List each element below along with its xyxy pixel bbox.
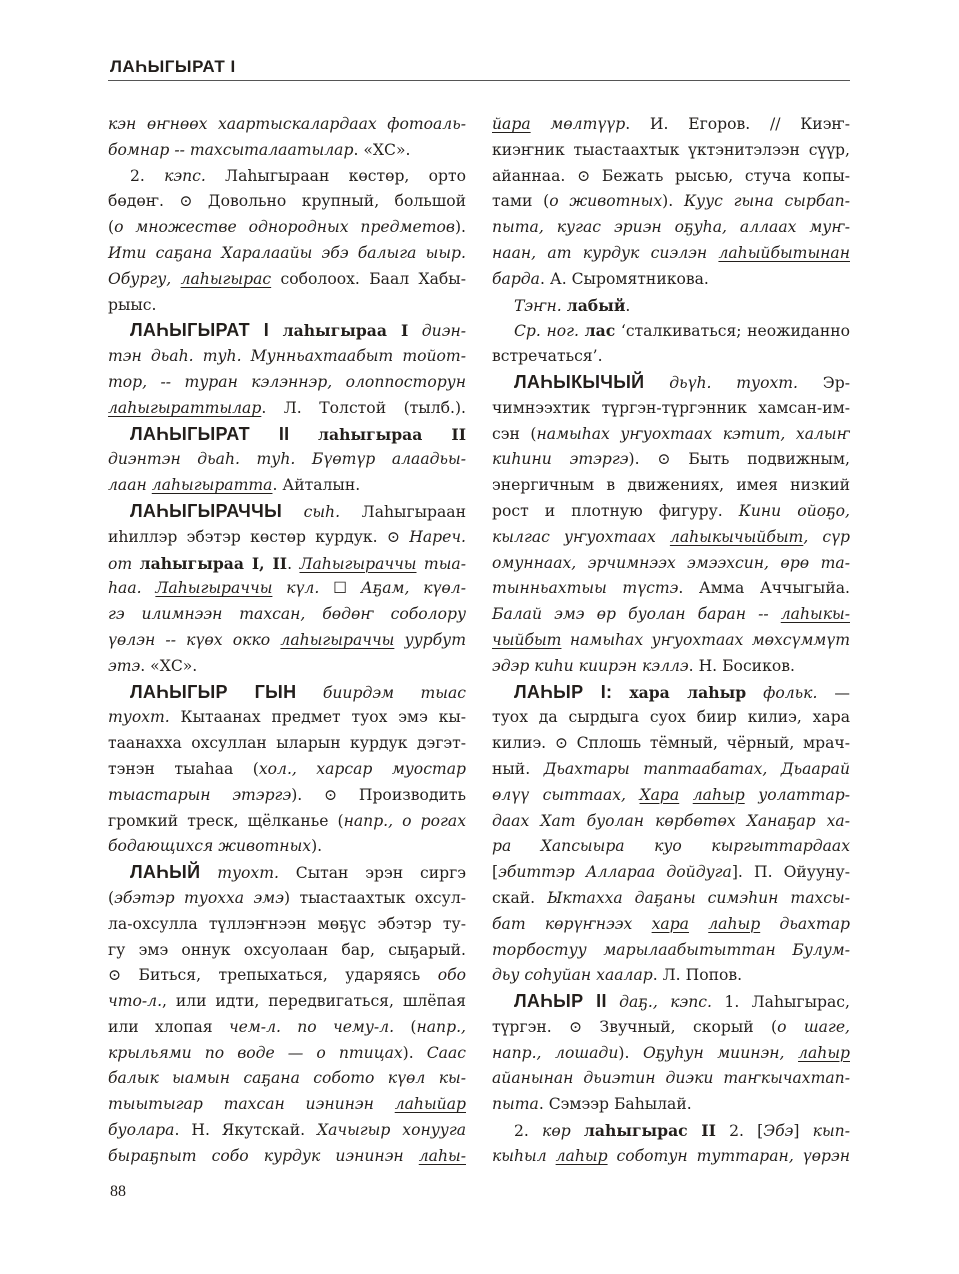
text-line <box>108 215 466 241</box>
italic-run: биирдэм тыас <box>322 683 467 702</box>
text-run <box>612 684 629 702</box>
text-run: киэҥник тыастаахтык үктэнитэлээн сүүр, <box>492 140 850 159</box>
text-line <box>108 602 466 628</box>
text-run: ). <box>662 192 684 211</box>
text-run: ( <box>108 218 115 237</box>
italic-run: даҕ., кэпс. <box>619 993 712 1012</box>
text-run: . «ХС». <box>140 656 198 675</box>
headword: ЛАҺЫР I: <box>514 681 613 702</box>
text-line <box>492 938 850 964</box>
italic-run: пыта <box>492 1095 539 1114</box>
text-run <box>289 426 318 444</box>
text-run: , или идти, передвигаться, шлёпая <box>162 992 466 1011</box>
italic-run: намыһах уҥуохтаах мөхсүммүт <box>561 630 850 649</box>
text-run: . <box>287 554 300 573</box>
text-run: встречаться’. <box>492 347 603 366</box>
bold-run: хара лаһыр <box>629 682 747 702</box>
italic-run: үөлэн -- күөх окко <box>108 630 281 649</box>
text-line <box>492 293 850 319</box>
text-run <box>746 684 763 702</box>
text-line <box>108 1015 466 1041</box>
italic-run: балык ыамын саҕана собото күөл кы- <box>108 1069 466 1088</box>
text-run: . Н. Якутскай. <box>174 1121 317 1140</box>
text-run: Лаһыгыраан көстөр, орто <box>205 166 466 185</box>
text-line <box>492 576 850 602</box>
text-line <box>492 602 850 628</box>
text-run: скай. <box>492 888 548 907</box>
text-run <box>200 864 217 882</box>
example-keyword: лаһыгыратта <box>151 476 273 495</box>
text-line <box>108 1092 466 1118</box>
italic-run: крыльями по воде — о птицах <box>108 1043 403 1062</box>
italic-run: Ыктахха даҕаны симэһин тахсы- <box>547 888 850 907</box>
text-run: громкий треск, щёлканье ( <box>108 811 344 830</box>
text-line <box>492 1015 850 1041</box>
text-line <box>108 628 466 654</box>
italic-run: обо <box>437 966 466 985</box>
italic-run: , сүр <box>803 527 851 546</box>
text-line <box>108 473 466 499</box>
text-run: энергичным в движениях, имея низкий <box>492 476 850 495</box>
text-line <box>492 886 850 912</box>
text-line <box>492 164 850 190</box>
text-line <box>492 989 850 1015</box>
definition-marker-icon: ⊙ <box>554 734 568 753</box>
text-run: Быть подвижным, <box>670 450 851 469</box>
text-line <box>492 654 850 680</box>
text-run: ]. П. Ойууну- <box>731 863 850 882</box>
example-keyword: Хара <box>639 785 680 804</box>
text-line <box>492 860 850 886</box>
text-run: Лаһыгыраан <box>340 502 466 521</box>
italic-run: тор, -- туран кэлэннэр, олоппосторун <box>108 372 466 391</box>
text-run: ( <box>394 1017 417 1036</box>
italic-run: Саас <box>426 1043 467 1062</box>
headword: ЛАҺЫГЫРАЧЧЫ <box>130 500 282 521</box>
text-run: чимнээхтик түргэн-түргэнник хамсан-им- <box>492 398 850 417</box>
text-run: гу эмэ оннук охсуолаан бар, сыҕарый. <box>108 940 466 959</box>
italic-run: напр., о рогах <box>343 811 466 830</box>
text-line <box>108 1041 466 1067</box>
definition-marker-icon: ⊙ <box>108 966 122 985</box>
text-line <box>108 989 466 1015</box>
text-line <box>108 293 466 319</box>
text-line <box>492 138 850 164</box>
text-line <box>108 731 466 757</box>
text-line <box>492 112 850 138</box>
italic-run: тэн дьаһ. туһ. Мунньахтаабыт тойот- <box>108 347 466 366</box>
italic-run: уурбут <box>394 630 466 649</box>
text-line <box>492 1118 850 1144</box>
text-line <box>108 963 466 989</box>
text-line <box>492 241 850 267</box>
example-keyword: хара <box>651 914 689 933</box>
text-line <box>108 834 466 860</box>
text-line <box>492 525 850 551</box>
text-line <box>108 422 466 448</box>
definition-marker-icon: ⊙ <box>324 785 338 804</box>
text-line <box>492 628 850 654</box>
italic-run: от <box>108 554 140 573</box>
text-run: [ <box>492 863 499 882</box>
text-run: соболоох. Баал Хабы- <box>271 269 466 288</box>
italic-run: кэпс. <box>164 166 206 185</box>
text-run: иһиллэр эбэтэр көстөр курдук. <box>108 527 387 546</box>
italic-run: о множестве однородных предметов <box>114 218 455 237</box>
text-line <box>108 525 466 551</box>
headword: ЛАҺЫКЫЧЫЙ <box>514 371 645 392</box>
text-run: тэнэн тыаһаа ( <box>108 759 259 778</box>
text-line <box>108 938 466 964</box>
italic-run: Оҕуһун миинэн, <box>642 1043 799 1062</box>
text-run: . Айталын. <box>272 476 361 495</box>
bold-run: лаһыгыраа II <box>318 424 466 444</box>
italic-run: дьүһ. туохт. <box>669 373 799 392</box>
italic-run: пыта, кугас эриэн оҕуһа, аллаах муҥ- <box>492 218 850 237</box>
italic-run: напр., <box>416 1017 466 1036</box>
italic-run: напр., лошади <box>492 1043 619 1062</box>
text-line <box>492 834 850 860</box>
example-keyword: йара <box>492 115 531 133</box>
text-run <box>408 322 422 340</box>
text-run: туох да сырдыга суох биир килиэ, хара <box>492 708 850 727</box>
text-run: ). <box>311 837 323 856</box>
italic-run: кып- <box>812 1122 850 1141</box>
text-run <box>296 684 322 702</box>
italic-run: бат көрүҥнээх <box>492 914 652 933</box>
text-line <box>108 576 466 602</box>
italic-run: бомнар -- тахсыталаатылар <box>108 140 354 159</box>
text-line <box>492 1066 850 1092</box>
text-run: ный. <box>492 759 544 778</box>
italic-run: Тэҥн. <box>514 296 562 315</box>
text-run: ( <box>108 888 115 907</box>
text-line <box>108 809 466 835</box>
example-keyword: лаһыгырас <box>180 269 272 288</box>
text-line <box>108 318 466 344</box>
text-line <box>108 370 466 396</box>
italic-run: гэ илимнээн тахсан, бөдөҥ соболору <box>108 605 466 624</box>
text-line <box>108 1118 466 1144</box>
text-line <box>492 344 850 370</box>
italic-run: Куус гына сырбап- <box>683 192 850 211</box>
text-line <box>492 189 850 215</box>
text-run: тами ( <box>492 192 550 211</box>
text-run: Кытаанах предмет туох эмэ кы- <box>169 708 466 727</box>
text-line <box>108 757 466 783</box>
text-run: 2. <box>514 1122 543 1141</box>
italic-run: о животных <box>549 192 663 211</box>
italic-run: даах Хат буолан көрбөтөх Ханаҕар ха- <box>492 811 850 830</box>
text-run: Сытан эрэн сиргэ <box>278 864 466 883</box>
text-line <box>108 1066 466 1092</box>
italic-run: торбостуу марылаабытыттан Булум- <box>492 940 850 959</box>
italic-run: диэн- <box>421 322 466 341</box>
text-run: ). <box>454 218 466 237</box>
italic-run: туохт. <box>108 708 170 727</box>
bold-run: лаһыгыраа I <box>282 321 409 341</box>
text-line <box>492 1041 850 1067</box>
running-head: ЛАҺЫГЫРАТ I <box>110 57 236 76</box>
text-line <box>492 370 850 396</box>
text-line <box>492 422 850 448</box>
italic-run: тыастарын этэргэ <box>108 785 292 804</box>
italic-run: дьу соһуйан хаалар <box>492 966 653 985</box>
italic-run: Аҕам, күөл- <box>347 579 466 598</box>
example-keyword: лаһыйбытынан <box>718 243 850 262</box>
text-run: . Н. Босиков. <box>688 656 795 675</box>
text-line <box>108 112 466 138</box>
text-run: ). <box>291 785 324 804</box>
italic-run: айанынан дьиэтин диэки таҥкычахтап- <box>492 1069 850 1088</box>
italic-run: что-л. <box>108 992 163 1011</box>
text-run: ). <box>402 1043 427 1062</box>
italic-run: соботун туттаран, үөрэн <box>607 1146 850 1165</box>
text-run: . И. Егоров. // Киэҥ- <box>625 115 850 133</box>
text-line <box>492 705 850 731</box>
text-run: или хлопая <box>108 1017 229 1036</box>
text-line <box>108 860 466 886</box>
text-line <box>108 1144 466 1170</box>
bold-run: лабый <box>566 295 626 315</box>
italic-run: тынньахтыы түстэ <box>492 579 679 598</box>
definition-marker-icon: ⊙ <box>577 166 591 185</box>
example-keyword: лаһыкы- <box>780 605 850 624</box>
definition-marker-icon: ☐ <box>333 579 348 598</box>
text-run: . <box>625 296 631 315</box>
text-line <box>108 241 466 267</box>
text-run <box>571 1122 584 1140</box>
text-run: Сплошь тёмный, чёрный, мрач- <box>567 734 850 753</box>
italic-run: Обургу, <box>108 269 181 288</box>
text-run: Звучный, скорый ( <box>582 1017 778 1036</box>
italic-run: кэн өҥнөөх хаартыскалардаах фотоаль- <box>108 115 466 133</box>
italic-run: Дьахтары таптаабатах, Дьаарай <box>543 759 850 778</box>
italic-run: хол., харсар муостар <box>258 759 466 778</box>
text-run: килиэ. <box>492 734 555 753</box>
italic-run: лаан <box>108 476 152 495</box>
italic-run: кыһыл <box>492 1146 556 1165</box>
text-line <box>492 680 850 706</box>
italic-run: өлүү сыттаах, <box>492 785 640 804</box>
text-line <box>492 473 850 499</box>
header-rule <box>108 80 850 81</box>
italic-run: тыытыгар тахсан иэнинэн <box>108 1095 395 1114</box>
example-keyword: лаһыр <box>555 1146 608 1165</box>
text-run: бөдөҥ. <box>108 192 180 211</box>
text-run: Бежать рысью, стуча копы- <box>590 166 850 185</box>
text-line <box>492 267 850 293</box>
italic-run: Балай эмэ өр буолан баран -- <box>492 605 781 624</box>
text-line <box>492 396 850 422</box>
italic-run: күл. <box>272 579 334 598</box>
text-run: сэн ( <box>492 424 537 443</box>
italic-run: бодающихся животных <box>108 837 312 856</box>
italic-run: тыа- <box>416 554 466 573</box>
text-run: түргэн. <box>492 1017 570 1036</box>
text-run: 2. <box>130 166 165 185</box>
italic-run: көр <box>542 1122 571 1141</box>
text-run: 2. [ <box>715 1122 764 1141</box>
example-keyword: лаһыр <box>692 785 745 804</box>
text-run: Биться, трепыхаться, ударяясь <box>121 966 438 985</box>
text-line <box>108 164 466 190</box>
italic-run: һаа. <box>108 579 156 598</box>
example-keyword: лаһыр <box>708 914 761 933</box>
text-run: 1. Лаһыгырас, <box>712 993 850 1012</box>
text-run <box>400 528 409 546</box>
text-run: . «ХС». <box>353 140 411 159</box>
example-keyword: лаһыгыраттылар <box>108 398 262 417</box>
example-keyword: лаһыйар <box>394 1095 466 1114</box>
definition-marker-icon: ⊙ <box>179 192 193 211</box>
text-run: — <box>817 683 850 702</box>
italic-run: омуннаах, эрчимнээх эмээхсин, өрө та- <box>492 553 850 572</box>
italic-run: барда <box>492 269 540 288</box>
text-line <box>108 654 466 680</box>
text-run: рыыс. <box>108 295 157 314</box>
text-line <box>492 783 850 809</box>
text-line <box>492 809 850 835</box>
italic-run: дьахтар <box>760 914 850 933</box>
italic-run: Эбэ <box>763 1122 794 1141</box>
text-line <box>492 963 850 989</box>
definition-marker-icon: ⊙ <box>569 1017 583 1036</box>
headword: ЛАҺЫР II <box>514 991 607 1012</box>
italic-run: фольк. <box>763 683 818 702</box>
italic-run: наан, ат курдук сиэлэн <box>492 243 719 262</box>
italic-run: Ити саҕана Харалаайы эбэ балыга ыыр. <box>108 243 466 262</box>
headword: ЛАҺЫЙ <box>130 862 201 883</box>
example-keyword: Лаһыгыраччы <box>299 554 417 573</box>
text-run: таанахха охсуллан ыларын курдук дэгэт- <box>108 734 466 753</box>
text-run: Эр- <box>798 373 850 392</box>
bold-run: лаһыгырас II <box>583 1121 716 1141</box>
italic-run: сыһ. <box>303 502 341 521</box>
italic-run <box>689 915 708 933</box>
text-run: . Амма Аччыгыйа. <box>678 579 850 598</box>
text-run: ). <box>628 450 658 469</box>
text-run: . А. Сыромятникова. <box>539 269 709 288</box>
text-run: . Л. Попов. <box>652 966 743 985</box>
example-keyword: Лаһыгыраччы <box>155 579 273 598</box>
italic-run: Кини ойоҕо, <box>738 501 850 520</box>
italic-run: мөлтүүр <box>530 115 626 133</box>
headword: ЛАҺЫГЫРАТ II <box>130 423 290 444</box>
example-keyword: лаһыгыраччы <box>280 630 395 649</box>
bold-run: лаһыгыраа I, II <box>139 553 288 573</box>
italic-run: ра Хапсыыра куо кыргыттардаах <box>492 837 850 856</box>
text-run <box>607 993 619 1011</box>
italic-run: уолаттар- <box>744 785 850 804</box>
italic-run: Хачыгыр хонууга <box>317 1121 466 1140</box>
text-line <box>492 1144 850 1170</box>
text-line <box>108 138 466 164</box>
text-run: айаннаа. <box>492 166 578 185</box>
text-line <box>492 215 850 241</box>
text-line <box>492 318 850 344</box>
text-run: Производить <box>337 785 466 804</box>
text-line <box>108 267 466 293</box>
italic-run: диэнтэн дьаһ. туһ. Бүөтүр алаадьы- <box>108 450 466 469</box>
example-keyword: лаһыкычыйбыт <box>669 527 804 546</box>
italic-run: эбиттэр Аллараа дойдуга <box>498 863 732 882</box>
text-run: ] <box>793 1122 813 1141</box>
text-line <box>492 447 850 473</box>
text-line <box>108 344 466 370</box>
text-line <box>108 912 466 938</box>
italic-run: киһини этэргэ <box>492 450 629 469</box>
text-run: ). <box>618 1043 643 1062</box>
example-keyword: лаһы- <box>418 1146 466 1165</box>
italic-run: буолара <box>108 1121 175 1140</box>
text-line <box>492 551 850 577</box>
text-line <box>108 447 466 473</box>
example-keyword: чыйбыт <box>492 630 562 649</box>
text-line <box>108 396 466 422</box>
text-line <box>108 705 466 731</box>
italic-run: намыһах уҥуохтаах кэтит, халыҥ <box>536 424 850 443</box>
text-line <box>108 499 466 525</box>
text-line <box>492 757 850 783</box>
italic-run: эбэтэр туохха эмэ <box>114 888 284 907</box>
text-run: рост и плотную фигуру. <box>492 501 739 520</box>
text-run: ла-охсулла түллэҥнээн мөҕүс эбэтэр ту- <box>108 914 466 933</box>
italic-run: Нареч. <box>409 527 466 546</box>
italic-run <box>679 786 693 804</box>
left-column <box>108 112 466 1170</box>
bold-run: лас <box>584 321 616 341</box>
text-line <box>108 680 466 706</box>
italic-run: эдэр киһи киирэн кэллэ <box>492 656 689 675</box>
text-run <box>282 503 304 521</box>
text-run: . Л. Толстой (тылб.). <box>261 398 466 417</box>
text-line <box>108 783 466 809</box>
italic-run: о шаге, <box>777 1017 850 1036</box>
text-line <box>108 189 466 215</box>
text-line <box>492 731 850 757</box>
definition-marker-icon: ⊙ <box>386 527 400 546</box>
italic-run: туохт. <box>217 864 279 883</box>
text-line <box>492 912 850 938</box>
text-run <box>644 374 669 392</box>
text-run: ) тыастаахтык охсул- <box>283 888 466 907</box>
right-column <box>492 112 850 1170</box>
italic-run: этэ <box>108 656 141 675</box>
headword: ЛАҺЫГЫРАТ I <box>130 320 270 341</box>
text-line <box>108 551 466 577</box>
text-line <box>108 886 466 912</box>
italic-run: быраҕпыт собо курдук иэнинэн <box>108 1146 419 1165</box>
headword: ЛАҺЫГЫР ГЫН <box>130 681 297 702</box>
example-keyword: лаһыр <box>798 1043 850 1062</box>
text-run: ‘сталкиваться; неожиданно <box>615 322 850 341</box>
definition-marker-icon: ⊙ <box>657 450 671 469</box>
page-number: 88 <box>110 1183 126 1200</box>
text-line <box>492 499 850 525</box>
text-run: . Сэмээр Баһылай. <box>538 1095 692 1114</box>
text-line <box>492 1092 850 1118</box>
italic-run: кылгас уҥуохтаах <box>492 527 670 546</box>
italic-run: чем-л. по чему-л. <box>228 1017 395 1036</box>
text-run <box>269 322 283 340</box>
text-run: Довольно крупный, большой <box>192 192 467 211</box>
italic-run: Ср. ног. <box>514 322 579 341</box>
